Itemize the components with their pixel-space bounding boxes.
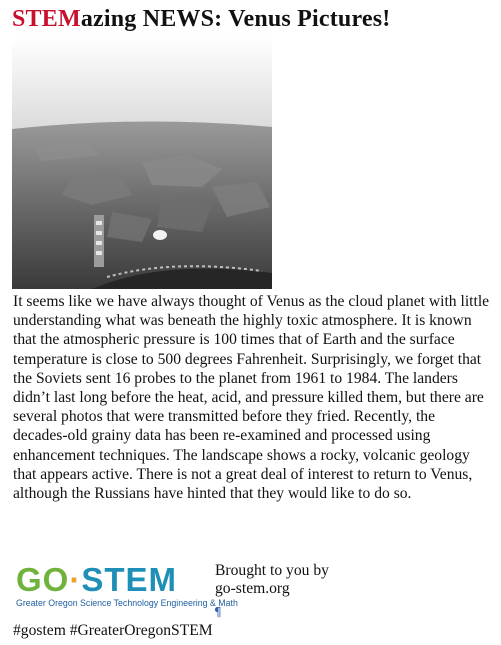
venus-surface-image [12,37,272,289]
credit-line: Brought to you by [215,562,329,579]
page-title [12,6,390,33]
title-rest: azing NEWS: Venus Pictures! [80,6,391,32]
title-accent: STEM [12,6,81,32]
logo-word-dot: · [69,561,82,598]
venus-surface-photo [12,37,272,289]
logo-word-go: GO [16,561,70,598]
logo-tagline: Greater Oregon Science Technology Engineering & Math [16,598,238,608]
hashtags: #gostem #GreaterOregonSTEM [13,622,213,639]
logo-word-stem: STEM [81,561,178,598]
credit-block [215,562,329,598]
credit-url[interactable]: go-stem.org [215,580,290,597]
go-stem-logo [12,561,238,613]
logo-wordmark [16,561,177,599]
pilcrow-icon: ¶ [214,605,222,619]
article-body: It seems like we have always thought of Venus as the cloud planet with little understanding what was beneath the highly toxic atmosphere. It is known that the atmospheric pressure is 100 times that of Earth and the surface temperature is close to 500 degrees Fahrenheit. Surprisingly, we forget that the Soviets sent 16 probes to the planet from 1961 to 1984. The landers didn’t last long before the heat, acid, and pressure killed them, but there are several photos that were transmitted before they fried. Recently, the decades-old grainy data has been re-examined and processed using enhancement techniques. The landscape shows a rocky, volcanic geology that appears active. There is not a great deal of interest to return to Venus, although the Russians have hinted that they would like to do so. [13,293,490,503]
